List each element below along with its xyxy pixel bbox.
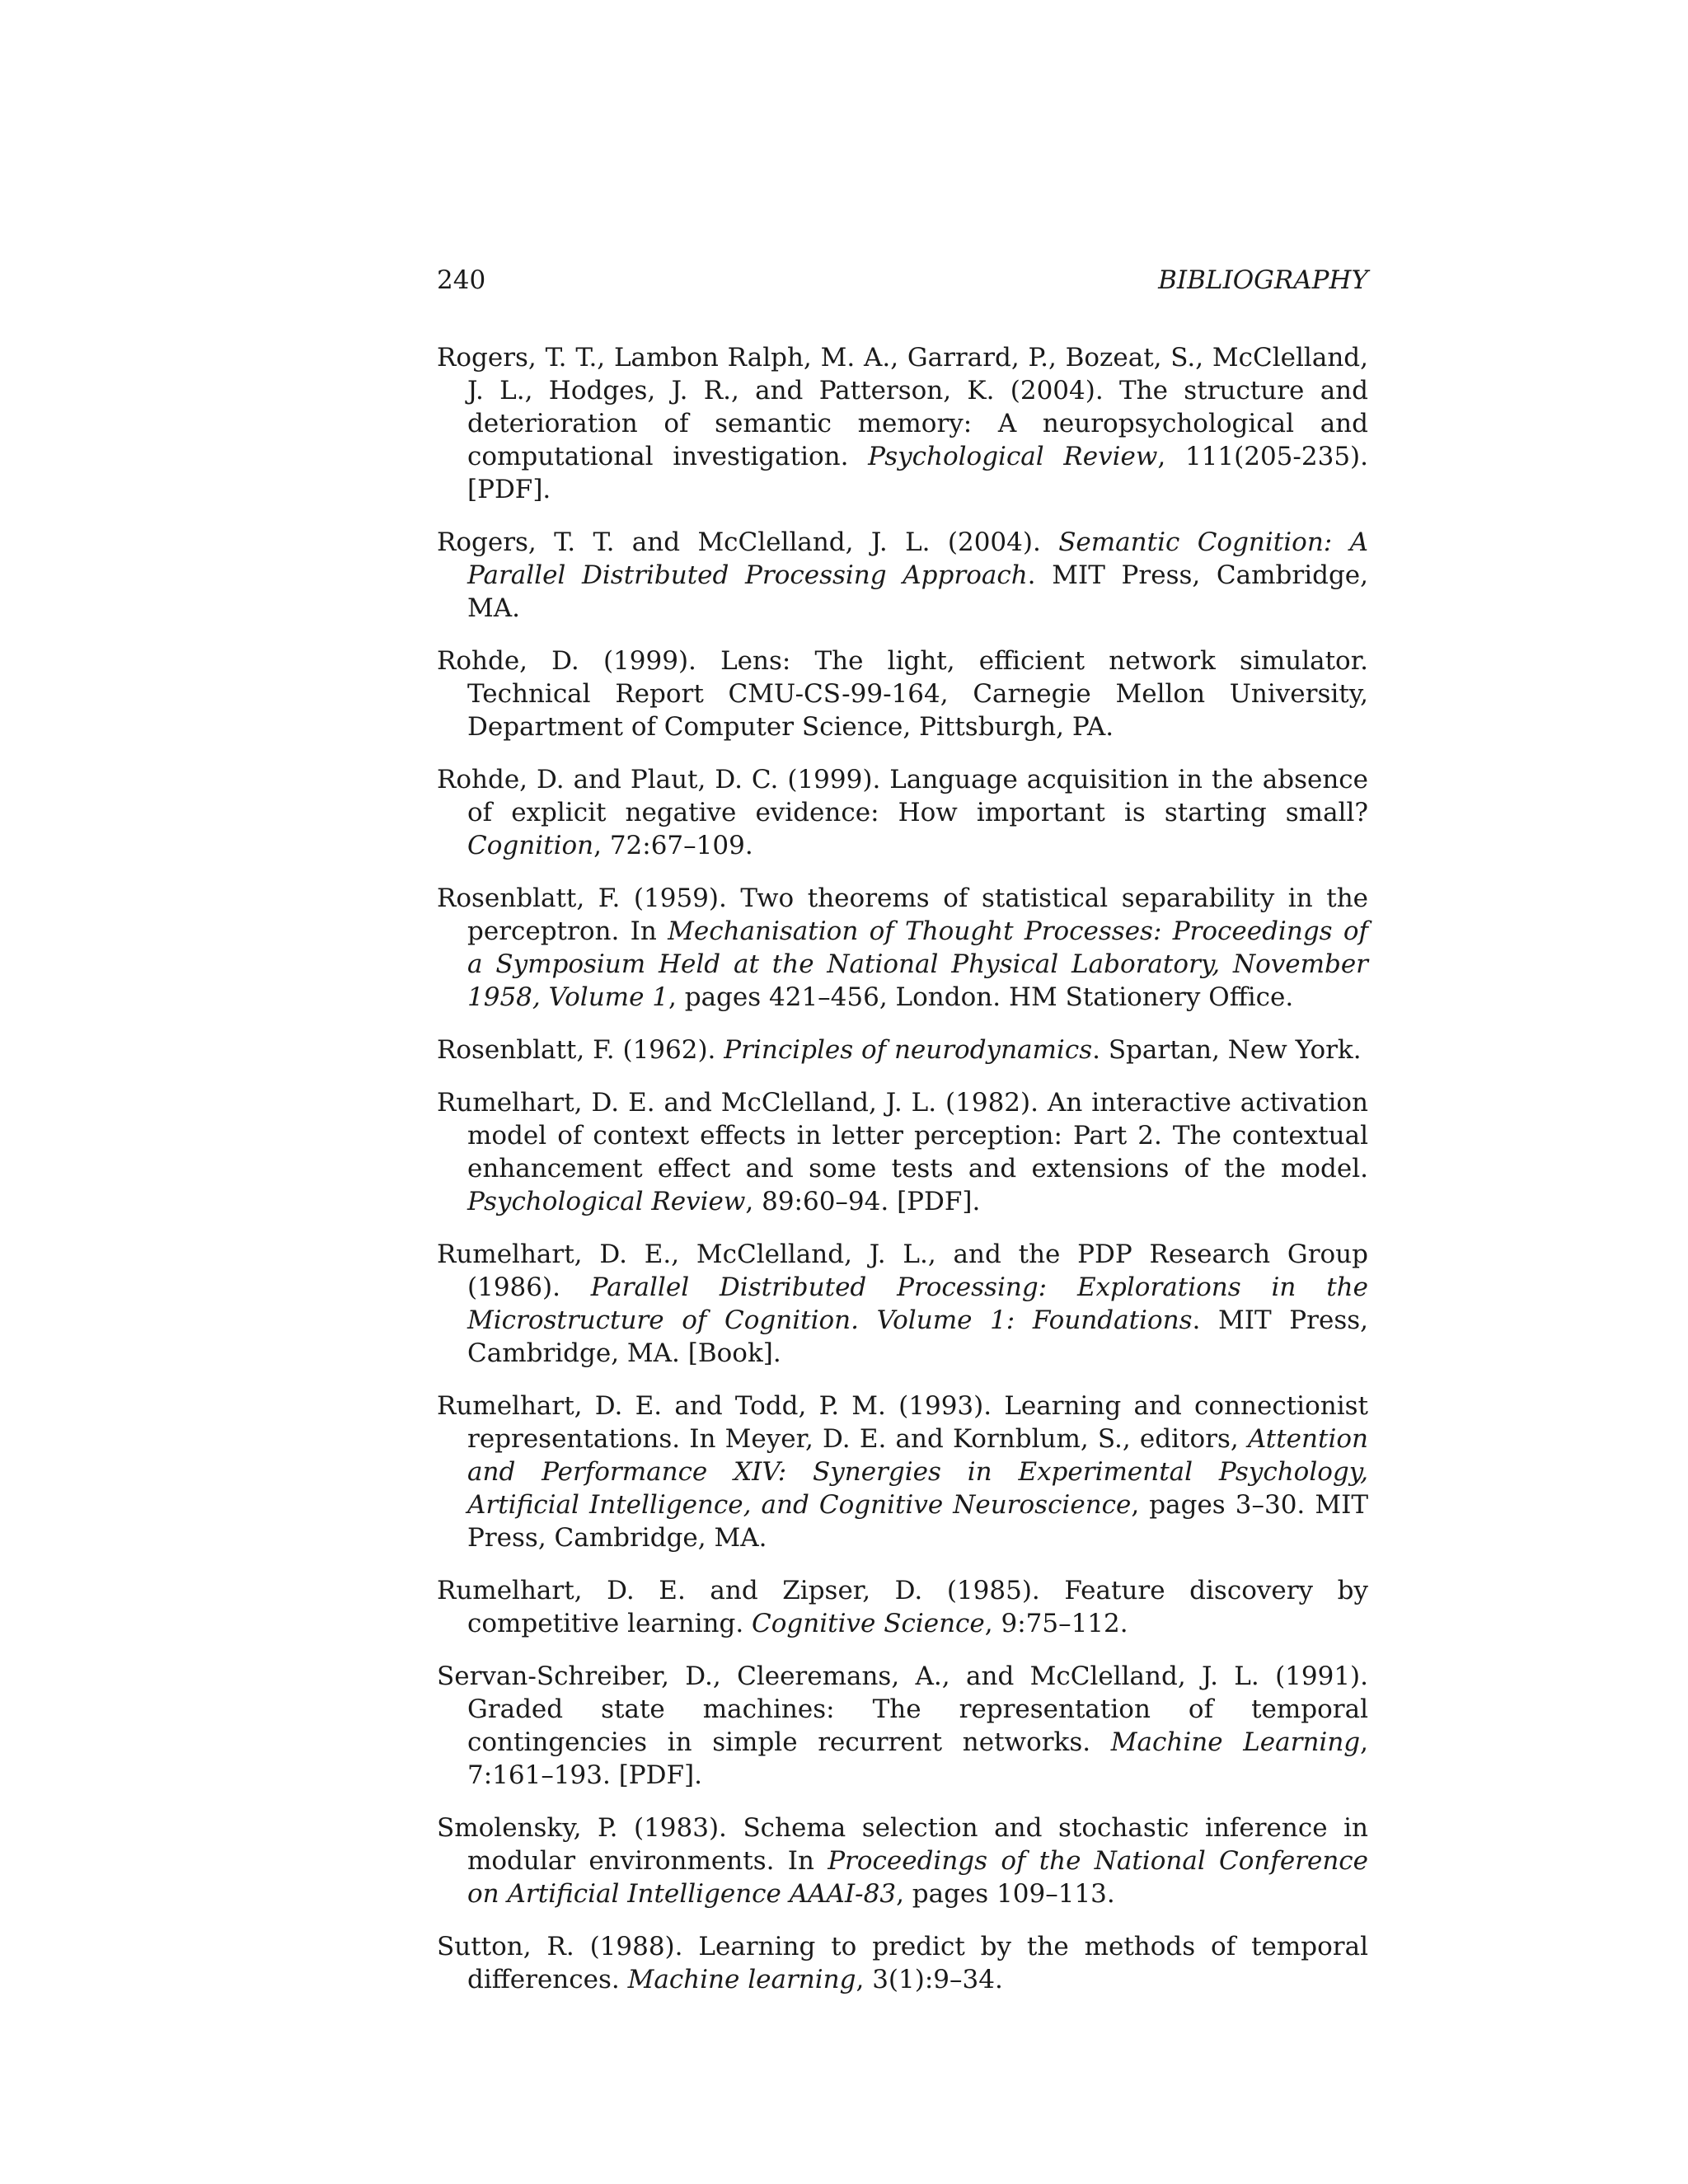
- entry-title: Mechanisation of Thought Processes: Proceedings of a Symposium Held at the National Physical Laboratory, November 1958, Volume 1: [467, 916, 1368, 1012]
- entry-title: Semantic Cognition: A Parallel Distributed Processing Approach: [467, 527, 1369, 590]
- entry-title: Principles of neurodynamics: [724, 1035, 1093, 1065]
- bibliography-entry: [437, 882, 1368, 1014]
- entry-title: Attention and Performance XIV: Synergies in Experimental Psychology, Artificial Intelligence, and Cognitive Neuroscience: [467, 1424, 1368, 1520]
- bibliography-entry: [437, 341, 1368, 506]
- bibliography-entry: [437, 526, 1368, 625]
- entry-details: , pages 421–456, London. HM Stationery Office.: [668, 982, 1294, 1012]
- entry-details: . MIT Press, Cambridge, MA.: [467, 560, 1368, 623]
- entry-title: Psychological Review: [868, 442, 1158, 471]
- entry-title: Cognition: [467, 831, 594, 860]
- entry-details: , 89:60–94. [PDF].: [745, 1187, 981, 1216]
- entry-details: , 72:67–109.: [593, 831, 753, 860]
- bibliography-entry: [437, 1574, 1368, 1640]
- bibliography-entry: [437, 644, 1368, 743]
- entry-text: Rumelhart, D. E. and Zipser, D. (1985). Feature discovery by competitive learning.: [437, 1576, 1368, 1638]
- entry-title: Machine Learning: [1110, 1727, 1361, 1757]
- entry-details: , 9:75–112.: [984, 1609, 1128, 1638]
- entry-title: Parallel Distributed Processing: Explorations in the Microstructure of Cognition. Volume 1: Foundations: [467, 1272, 1368, 1335]
- entry-title: Psychological Review: [467, 1187, 746, 1216]
- entry-text: Rogers, T. T., Lambon Ralph, M. A., Garrard, P., Bozeat, S., McClelland, J. L., Hodges, J. R., and Patterson, K. (2004). The structure and deterioration of semantic memory: A neuropsychological and computational investigation.: [437, 343, 1368, 471]
- entry-text: Rumelhart, D. E. and Todd, P. M. (1993). Learning and connectionist representations. In Meyer, D. E. and Kornblum, S., editors,: [437, 1391, 1368, 1454]
- entry-text: Rogers, T. T. and McClelland, J. L. (2004).: [437, 527, 1059, 557]
- bibliography-entry: [437, 1033, 1368, 1066]
- bibliography-entry: [437, 763, 1368, 862]
- entry-text: Smolensky, P. (1983). Schema selection and stochastic inference in modular environments. In: [437, 1813, 1368, 1876]
- entry-text: Rosenblatt, F. (1959). Two theorems of statistical separability in the perceptron. In: [437, 883, 1368, 946]
- bibliography-entry: [437, 1086, 1368, 1218]
- running-header: [437, 262, 1368, 298]
- bibliography-list: [437, 341, 1368, 1996]
- entry-title: Machine learning: [627, 1965, 856, 1994]
- entry-text: Servan-Schreiber, D., Cleeremans, A., and McClelland, J. L. (1991). Graded state machines: The representation of temporal contingencies in simple recurrent networks.: [437, 1661, 1368, 1757]
- entry-details: , 7:161–193. [PDF].: [467, 1727, 1369, 1790]
- entry-text: Rumelhart, D. E., McClelland, J. L., and the PDP Research Group (1986).: [437, 1240, 1368, 1302]
- entry-details: , pages 109–113.: [896, 1879, 1115, 1909]
- entry-details: , 111(205-235). [PDF].: [467, 442, 1368, 504]
- entry-details: . MIT Press, Cambridge, MA. [Book].: [467, 1305, 1368, 1368]
- entry-details: , pages 3–30. MIT Press, Cambridge, MA.: [467, 1490, 1368, 1553]
- bibliography-entry: [437, 1930, 1368, 1996]
- entry-title: Cognitive Science: [752, 1609, 985, 1638]
- entry-text: Rohde, D. (1999). Lens: The light, efficient network simulator. Technical Report CMU-CS-99-164, Carnegie Mellon University, Department of Computer Science, Pittsburgh, PA.: [437, 646, 1368, 742]
- running-title: BIBLIOGRAPHY: [1158, 265, 1368, 295]
- entry-title: Proceedings of the National Conference on Artificial Intelligence AAAI-83: [467, 1846, 1368, 1909]
- bibliography-entry: [437, 1238, 1368, 1370]
- page-number: 240: [437, 265, 486, 295]
- entry-text: Rumelhart, D. E. and McClelland, J. L. (1982). An interactive activation model of context effects in letter perception: Part 2. The contextual enhancement effect and some tests and extensions of the model.: [437, 1088, 1368, 1183]
- entry-details: . Spartan, New York.: [1092, 1035, 1362, 1065]
- bibliography-entry: [437, 1390, 1368, 1554]
- entry-text: Rosenblatt, F. (1962).: [437, 1035, 724, 1065]
- bibliography-entry: [437, 1660, 1368, 1792]
- entry-details: , 3(1):9–34.: [856, 1965, 1003, 1994]
- entry-text: Sutton, R. (1988). Learning to predict by the methods of temporal differences.: [437, 1932, 1368, 1994]
- bibliography-entry: [437, 1811, 1368, 1910]
- page: [437, 262, 1368, 2016]
- entry-text: Rohde, D. and Plaut, D. C. (1999). Language acquisition in the absence of explicit negative evidence: How important is starting small?: [437, 765, 1368, 827]
